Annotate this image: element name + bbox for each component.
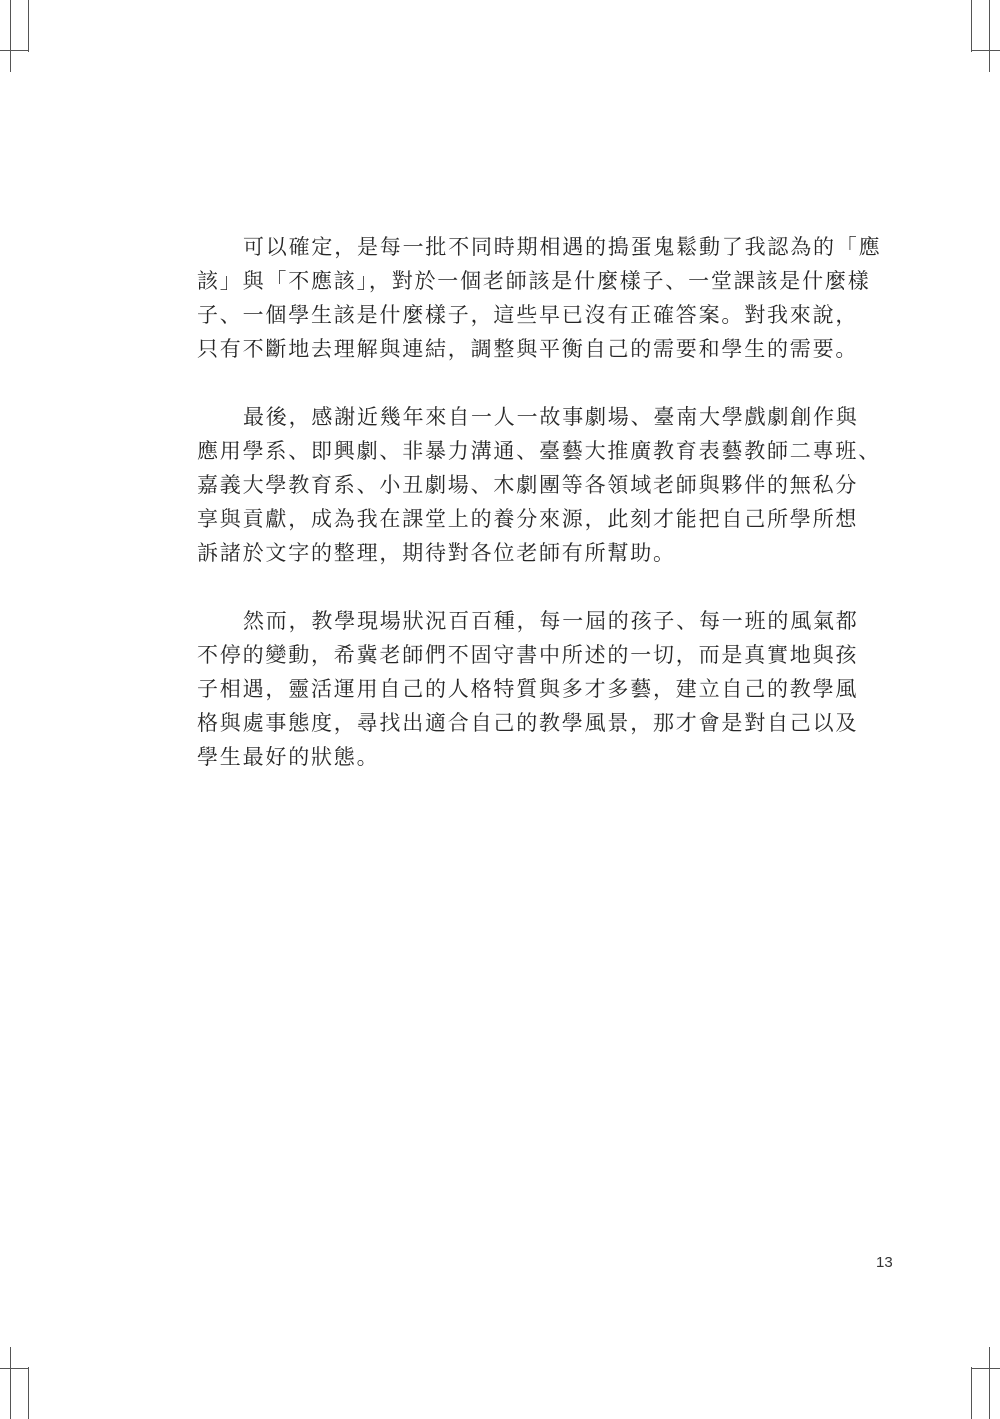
text-line: 不停的變動，希冀老師們不固守書中所述的一切，而是真實地與孩	[197, 643, 859, 667]
text-line: 享與貢獻，成為我在課堂上的養分來源，此刻才能把自己所學所想	[197, 507, 859, 531]
text-line: 只有不斷地去理解與連結，調整與平衡自己的需要和學生的需要。	[197, 337, 859, 361]
text-line: 學生最好的狀態。	[197, 745, 380, 769]
text-line: 然而，教學現場狀況百百種，每一屆的孩子、每一班的風氣都	[243, 609, 859, 633]
crop-mark-bottom-right-vertical	[971, 1367, 972, 1419]
crop-mark-bottom-left-horizontal	[0, 1368, 28, 1369]
paragraph-1	[197, 230, 882, 366]
text-line: 可以確定，是每一批不同時期相遇的搗蛋鬼鬆動了我認為的「應	[243, 235, 882, 259]
crop-mark-top-right-horizontal	[971, 50, 1000, 51]
text-line: 應用學系、即興劇、非暴力溝通、臺藝大推廣教育表藝教師二專班、	[197, 439, 881, 463]
crop-mark-top-left-horizontal	[0, 50, 28, 51]
crop-mark-top-right-vertical	[971, 0, 972, 52]
crop-mark-top-left-vertical	[28, 0, 29, 52]
text-line: 該」與「不應該」，對於一個老師該是什麼樣子、一堂課該是什麼樣	[197, 269, 871, 293]
crop-mark-bottom-left-vertical-inner	[10, 1347, 11, 1419]
crop-mark-bottom-right-vertical-inner	[989, 1347, 990, 1419]
text-line: 子、一個學生該是什麼樣子，這些早已沒有正確答案。對我來說，	[197, 303, 859, 327]
paragraph-2	[197, 400, 881, 570]
crop-mark-top-left-vertical-inner	[10, 0, 11, 72]
text-line: 嘉義大學教育系、小丑劇場、木劇團等各領域老師與夥伴的無私分	[197, 473, 859, 497]
paragraph-3	[197, 604, 861, 774]
text-line: 訴諸於文字的整理，期待對各位老師有所幫助。	[197, 541, 676, 565]
page-number: 13	[876, 1254, 893, 1271]
crop-mark-bottom-right-horizontal	[971, 1368, 1000, 1369]
text-line: 子相遇，靈活運用自己的人格特質與多才多藝，建立自己的教學風	[197, 677, 859, 701]
crop-mark-bottom-left-vertical	[28, 1367, 29, 1419]
text-line: 格與處事態度，尋找出適合自己的教學風景，那才會是對自己以及	[197, 711, 859, 735]
body-text	[197, 230, 882, 808]
text-line: 最後，感謝近幾年來自一人一故事劇場、臺南大學戲劇創作與	[243, 405, 859, 429]
crop-mark-top-right-vertical-inner	[989, 0, 990, 72]
